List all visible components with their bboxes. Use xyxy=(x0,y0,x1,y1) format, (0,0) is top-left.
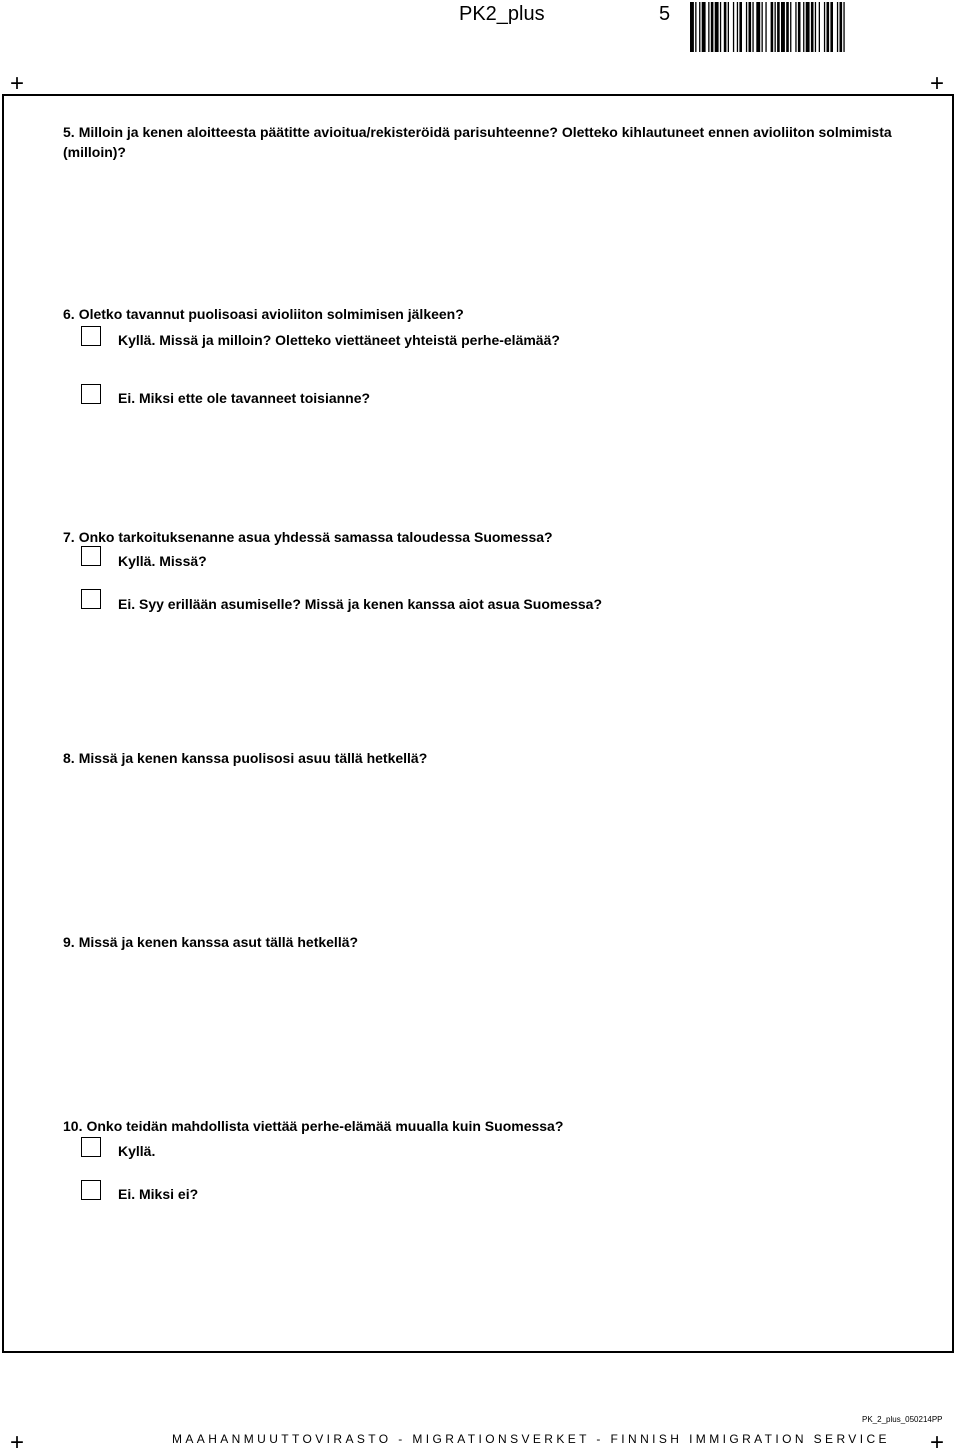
question-text: Oletko tavannut puolisoasi avioliiton solmimisen jälkeen? xyxy=(78,306,464,322)
barcode-bar xyxy=(720,2,721,52)
checkbox-q6-no[interactable] xyxy=(81,384,101,404)
barcode-bar xyxy=(749,2,752,52)
option-label: Ei. Miksi ette ole tavanneet toisianne? xyxy=(118,390,371,406)
question-number: 9. xyxy=(63,934,75,950)
barcode-bar xyxy=(775,2,776,52)
checkbox-q7-no[interactable] xyxy=(81,589,101,609)
barcode-bar xyxy=(803,2,804,52)
barcode-bar xyxy=(756,2,760,52)
question-number: 6. xyxy=(63,306,75,322)
barcode-bar xyxy=(702,2,706,52)
barcode-bar xyxy=(827,2,830,52)
option-label: Ei. Syy erillään asumiselle? Missä ja kenen kanssa aiot asua Suomessa? xyxy=(118,596,603,612)
document-title: PK2_plus xyxy=(459,3,545,25)
page-number: 5 xyxy=(659,3,671,25)
question-8 xyxy=(63,748,427,768)
question-text: Missä ja kenen kanssa puolisosi asuu tällä hetkellä? xyxy=(78,750,428,766)
answer-area-8[interactable] xyxy=(63,772,943,922)
barcode-bar xyxy=(728,2,729,52)
barcode-bar xyxy=(819,2,820,52)
barcode-bar xyxy=(781,2,785,52)
barcode-bar xyxy=(790,2,791,52)
barcode-bar xyxy=(837,2,838,52)
answer-area-10[interactable] xyxy=(63,1210,943,1345)
barcode-bar xyxy=(708,2,709,52)
question-text: Milloin ja kenen aloitteesta päätitte avioitua/rekisteröidä parisuhteenne? Oletteko kihlautuneet ennen avioliiton solmimista (milloin)? xyxy=(63,124,892,160)
barcode-bar xyxy=(824,2,825,52)
barcode-bar xyxy=(737,2,738,52)
question-text: Onko teidän mahdollista viettää perhe-elämää muualla kuin Suomessa? xyxy=(86,1118,564,1134)
question-5 xyxy=(63,122,943,162)
form-code: PK_2_plus_050214PP xyxy=(862,1415,943,1424)
crop-mark-bottom-left: + xyxy=(10,1429,25,1456)
barcode-bar xyxy=(815,2,816,52)
checkbox-q10-no[interactable] xyxy=(81,1180,101,1200)
barcode-bar xyxy=(752,2,753,52)
barcode-bar xyxy=(690,2,694,52)
barcode-bar xyxy=(739,2,742,52)
barcode-bar xyxy=(806,2,810,52)
barcode-bar xyxy=(786,2,789,52)
answer-area-9[interactable] xyxy=(63,956,943,1106)
question-text: Missä ja kenen kanssa asut tällä hetkellä? xyxy=(78,934,359,950)
barcode-bar xyxy=(733,2,734,52)
footer-agency: MAAHANMUUTTOVIRASTO - MIGRATIONSVERKET - FINNISH IMMIGRATION SERVICE xyxy=(172,1432,890,1446)
barcode xyxy=(690,2,922,52)
crop-mark-bottom-right: + xyxy=(930,1429,945,1456)
barcode-bar xyxy=(699,2,700,52)
question-7 xyxy=(63,527,553,547)
answer-area-5[interactable] xyxy=(63,168,943,298)
barcode-bar xyxy=(843,2,844,52)
option-label: Kyllä. Missä ja milloin? Oletteko viettäneet yhteistä perhe-elämää? xyxy=(118,332,560,348)
barcode-bar xyxy=(765,2,766,52)
question-number: 5. xyxy=(63,124,75,140)
barcode-bar xyxy=(830,2,833,52)
barcode-bar xyxy=(695,2,696,52)
checkbox-q10-yes[interactable] xyxy=(81,1137,101,1157)
barcode-bar xyxy=(762,2,763,52)
barcode-bar xyxy=(746,2,747,52)
barcode-bar xyxy=(840,2,843,52)
barcode-bar xyxy=(715,2,719,52)
checkbox-q7-yes[interactable] xyxy=(81,546,101,566)
question-number: 8. xyxy=(63,750,75,766)
barcode-bar xyxy=(777,2,780,52)
crop-mark-top-left: + xyxy=(10,70,25,97)
checkbox-q6-yes[interactable] xyxy=(81,326,101,346)
barcode-bar xyxy=(795,2,796,52)
crop-mark-top-right: + xyxy=(930,70,945,97)
question-number: 10. xyxy=(63,1118,83,1134)
question-number: 7. xyxy=(63,529,75,545)
option-label: Ei. Miksi ei? xyxy=(118,1186,199,1202)
option-label: Kyllä. xyxy=(118,1143,156,1159)
option-label: Kyllä. Missä? xyxy=(118,553,207,569)
question-10 xyxy=(63,1116,563,1136)
barcode-bar xyxy=(724,2,727,52)
barcode-bar xyxy=(771,2,774,52)
question-text: Onko tarkoituksenanne asua yhdessä samassa taloudessa Suomessa? xyxy=(78,529,553,545)
question-6 xyxy=(63,304,464,324)
question-9 xyxy=(63,932,358,952)
barcode-bar xyxy=(811,2,814,52)
barcode-bar xyxy=(798,2,801,52)
barcode-bar xyxy=(711,2,714,52)
